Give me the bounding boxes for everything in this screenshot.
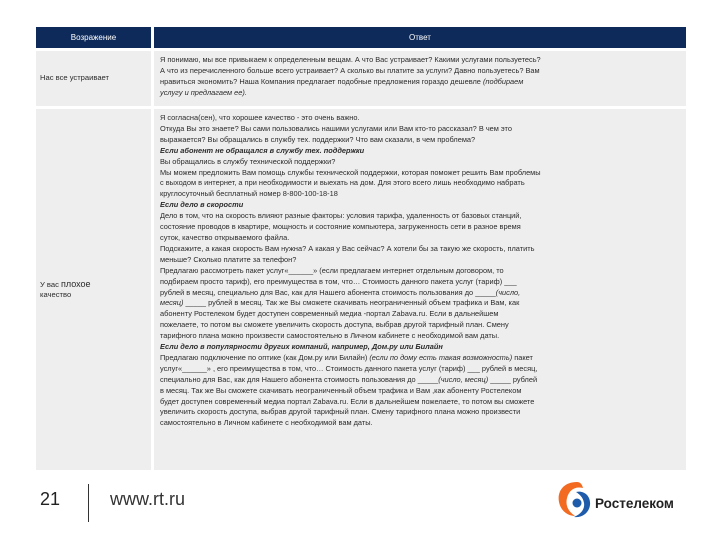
answer-line: Подскажите, а какая скорость Вам нужна? А какая у Вас сейчас? А хотели бы за такую же скорость, платить bbox=[160, 243, 535, 253]
table-row bbox=[36, 109, 686, 470]
answer-cell bbox=[154, 109, 686, 470]
answer-line: Откуда Вы это знаете? Вы сами пользовались нашими услугами или Вам кто-то рассказал? В чем это bbox=[160, 123, 512, 133]
answer-line: Вы обращались в службу технической поддержки? bbox=[160, 156, 336, 166]
answer-line: специально для Вас, как для Нашего абонента стоимость пользования до _____(число, месяц) _____ рублей bbox=[160, 374, 538, 384]
objection-cell bbox=[36, 51, 151, 106]
answer-line: с выходом в интернет, а при необходимости и выехать на дом. Для этого всего лишь необходимо набрать bbox=[160, 178, 525, 188]
answer-line: услуг«______» , его преимущества в том, что… Стоимость данного пакета услуг (тариф) ___ рублей в месяц, bbox=[160, 363, 538, 373]
footer-divider bbox=[88, 484, 89, 522]
answer-cell bbox=[154, 51, 686, 106]
header-objection: Возражение bbox=[36, 27, 151, 48]
answer-line: услугу и предлагаем ее). bbox=[160, 87, 247, 97]
answer-line: круглосуточный бесплатный номер 8-800-100-18-18 bbox=[160, 189, 338, 199]
objection-text: Нас все устраивает bbox=[40, 73, 109, 83]
objections-table bbox=[36, 27, 686, 470]
answer-line: Я понимаю, мы все привыкаем к определенным вещам. А что Вас устраивает? Какими услугами пользуетесь? bbox=[160, 55, 541, 64]
answer-line: самостоятельно в Личном кабинете с необходимой вам даты. bbox=[160, 418, 373, 428]
answer-line: рублей в месяц, специально для Вас, как для Нашего абонента стоимость пользования до _____(число, bbox=[160, 287, 521, 297]
table-header bbox=[36, 27, 686, 48]
case-heading: Если абонент не обращался в службу тех. поддержки bbox=[160, 145, 365, 155]
answer-line: подбираем просто тариф), его преимущества в том, что… Стоимость данного пакета услуг (тариф) ___ bbox=[160, 276, 517, 286]
answer-line: Предлагаю рассмотреть пакет услуг«______» (если предлагаем интернет отдельным договором, то bbox=[160, 265, 504, 275]
objection-cell bbox=[36, 109, 151, 470]
answer-line: А что из перечисленного больше всего устраивает? А сколько вы платите за услуги? Давно пользуетесь? Вам bbox=[160, 65, 540, 75]
answer-line: Мы можем предложить Вам помощь службы технической поддержки, которая поможет решить Вам проблемы bbox=[160, 167, 541, 177]
answer-line: Дело в том, что на скорость влияют разные факторы: условия тарифа, удаленность от базовых станций, bbox=[160, 211, 522, 221]
header-answer: Ответ bbox=[154, 27, 686, 48]
case-heading: Если дело в скорости bbox=[160, 200, 244, 210]
answer-line: в месяц. Так же Вы сможете скачивать неограниченный объем трафика и Вам ,как абоненту Ростелеком bbox=[160, 385, 522, 395]
answer-line: Предлагаю подключение по оптике (как Дом.ру или Билайн) (если по дому есть такая возможность) пакет bbox=[160, 352, 533, 362]
answer-line: нравиться экономить? Наша Компания предлагает подобные предложения гораздо дешевле (подбираем bbox=[160, 76, 524, 86]
answer-line: суток, качество открываемого файла. bbox=[160, 232, 290, 242]
table-row bbox=[36, 51, 686, 106]
answer-line: выражается? Вы обращались в службу тех. поддержки? Что вам сказали, в чем проблема? bbox=[160, 134, 476, 144]
answer-line: месяц) _____ рублей в месяц. Так же Вы сможете скачивать неограниченный объем трафика и Вам, как bbox=[160, 298, 520, 308]
answer-line: абоненту Ростелеком будет доступен современный медиа -портал Zabava.ru. Если в дальнейшем bbox=[160, 309, 499, 319]
answer-line: увеличить скорость доступа, выбрав другой тарифный план. Смену тарифного плана можно произвести bbox=[160, 407, 521, 417]
case-heading: Если дело в популярности других компаний, например, Дом.ру или Билайн bbox=[160, 342, 443, 352]
answer-line: будет доступен современный медиа портал Zabava.ru. Если в дальнейшем пожелаете, то потом вы сможете bbox=[160, 396, 535, 406]
page-number: 21 bbox=[40, 489, 61, 509]
footer-url[interactable]: www.rt.ru bbox=[110, 489, 186, 509]
answer-line: состояние проводов в квартире, мощность и состояние компьютера, загруженность сети в разное время bbox=[160, 222, 521, 232]
brand-name: Ростелеком bbox=[595, 496, 674, 511]
answer-line: Я согласна(сен), что хорошее качество - это очень важно. bbox=[160, 113, 360, 122]
objection-text: У вас плохое качество bbox=[40, 278, 91, 299]
answer-line: тарифного плана можно произвести самостоятельно в Личном кабинете с необходимой вам даты. bbox=[160, 331, 500, 341]
answer-line: меньше? Сколько платите за телефон? bbox=[160, 254, 297, 264]
answer-line: пожелаете, то потом вы сможете увеличить скорость доступа, выбрав другой тарифный план. Смену bbox=[160, 320, 509, 330]
